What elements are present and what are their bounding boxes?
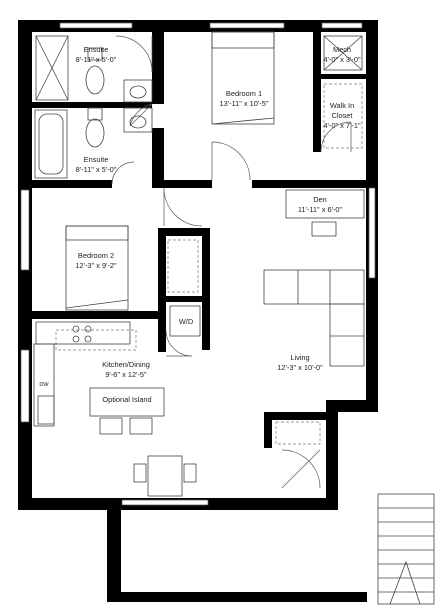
living-name: Living <box>290 353 310 362</box>
island-label: Optional Island <box>102 395 152 404</box>
walkin-dims: 4'-0" x 7'-1" <box>323 121 361 130</box>
windows <box>21 23 375 505</box>
dw-label: DW <box>39 382 49 388</box>
den-dims: 11'-11" x 6'-0" <box>297 205 343 214</box>
mech-name: Mech <box>332 45 352 54</box>
living-dims: 12'-3" x 10'-0" <box>277 363 323 372</box>
closet-shelving <box>168 240 198 292</box>
bedroom2-name: Bedroom 2 <box>77 251 115 260</box>
bedroom1-dims: 13'-11" x 10'-5" <box>219 99 269 108</box>
den-name: Den <box>313 195 327 204</box>
bedroom1-bed <box>212 32 274 124</box>
kitchen-name: Kitchen/Dining <box>102 360 150 369</box>
stairs <box>378 494 434 604</box>
ensuite-bottom-name: Ensuite <box>83 155 109 164</box>
ensuite-top-dims: 8'-11" x 5'-0" <box>75 55 117 64</box>
dining-table <box>134 456 196 496</box>
walkin-name-line1: Walk In <box>329 101 355 110</box>
bedroom2-dims: 12'-3" x 9'-2" <box>75 261 117 270</box>
ensuite-bottom-dims: 8'-11" x 5'-0" <box>75 165 117 174</box>
bedroom1-name: Bedroom 1 <box>225 89 263 98</box>
walkin-name-line2: Closet <box>331 111 353 120</box>
entry-closet <box>276 422 320 444</box>
kitchen-dims: 9'-6" x 12'-5" <box>105 370 147 379</box>
living-sectional <box>264 270 364 366</box>
ensuite-top-name: Ensuite <box>83 45 109 54</box>
wd-label: W/D <box>178 317 194 326</box>
mech-dims: 4'-0" x 3'-0" <box>323 55 361 64</box>
